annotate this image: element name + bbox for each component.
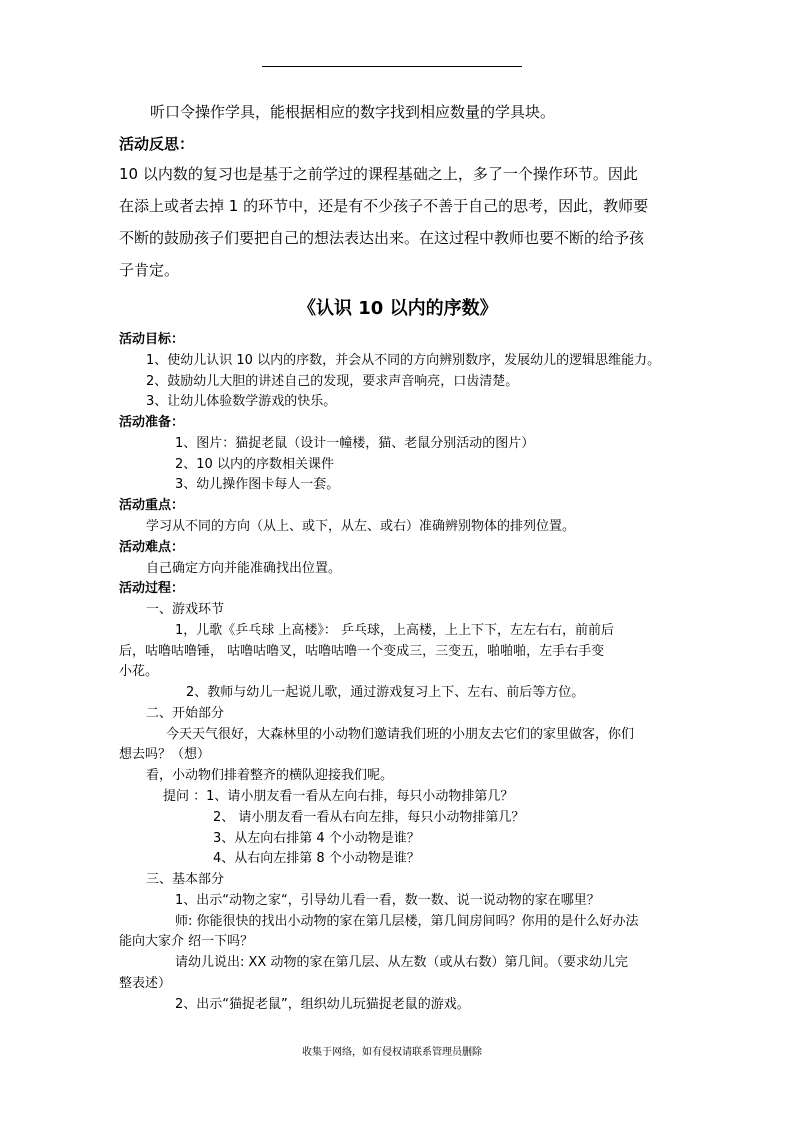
reflection-line-3: 不断的鼓励孩子们要把自己的想法表达出来。在这过程中教师也要不断的给予孩 <box>119 229 645 247</box>
teacher-line-2: 能向大家介 绍一下吗？ <box>119 934 254 949</box>
goals-heading: 活动目标： <box>119 332 185 347</box>
teacher-line-1: 师: 你能很快的找出小动物的家在第几层楼，第几间房间吗？你用的是什么好办法 <box>175 914 639 929</box>
start-line-1: 今天天气很好，大森林里的小动物们邀请我们班的小朋友去它们的家里做客，你们 <box>166 727 635 742</box>
question-2: 2、 请小朋友看一看从右向左排，每只小动物排第几？ <box>213 810 525 825</box>
section-3-heading: 三、基本部分 <box>146 872 225 887</box>
difficulty-heading: 活动难点： <box>119 540 185 555</box>
footer-note: 收集于网络，如有侵权请联系管理员删除 <box>302 1047 482 1058</box>
difficulty-text: 自己确定方向并能准确找出位置。 <box>146 561 342 576</box>
question-4: 4、从右向左排第 8 个小动物是谁？ <box>213 851 420 866</box>
basic-1: 1、出示“动物之家“，引导幼儿看一看，数一数、说一说动物的家在哪里？ <box>175 893 600 908</box>
goal-3: 3、让幼儿体验数学游戏的快乐。 <box>146 394 337 409</box>
process-heading: 活动过程： <box>119 581 185 596</box>
child-line-2: 整表述） <box>119 976 172 991</box>
song-review: 2、教师与幼儿一起说儿歌，通过游戏复习上下、左右、前后等方位。 <box>186 685 585 700</box>
song-line-3: 小花。 <box>119 664 159 679</box>
prep-heading: 活动准备： <box>119 415 185 430</box>
start-line-2: 想去吗？（想） <box>119 747 211 762</box>
question-3: 3、从左向右排第 4 个小动物是谁？ <box>213 831 420 846</box>
look-line: 看，小动物们排着整齐的横队迎接我们呢。 <box>146 768 394 783</box>
prep-3: 3、幼儿操作图卡每人一套。 <box>175 477 340 492</box>
basic-2: 2、出示“猫捉老鼠”，组织幼儿玩猫捉老鼠的游戏。 <box>175 997 470 1012</box>
prep-1: 1、图片：猫捉老鼠（设计一幢楼，猫、老鼠分别活动的图片） <box>175 436 535 451</box>
prep-2: 2、10 以内的序数相关课件 <box>175 457 334 472</box>
section-2-heading: 二、开始部分 <box>146 706 225 721</box>
question-1: 提问 ：1、请小朋友看一看从左向右排，每只小动物排第几？ <box>163 789 514 804</box>
reflection-line-1: 10 以内数的复习也是基于之前学过的课程基础之上，多了一个操作环节。因此 <box>119 165 638 183</box>
goal-1: 1、使幼儿认识 10 以内的序数，并会从不同的方向辨别数序，发展幼儿的逻辑思维能力。 <box>146 353 661 368</box>
child-line-1: 请幼儿说出: XX 动物的家在第几层、从左数（或从右数）第几间。（要求幼儿完 <box>175 955 628 970</box>
lesson-title: 《认识 10 以内的序数》 <box>298 298 498 319</box>
song-line-2: 后，咕噜咕噜锤， 咕噜咕噜叉，咕噜咕噜一个变成三，三变五，啪啪啪，左手右手变 <box>119 644 605 659</box>
song-line-1: 1，儿歌《乒乓球 上高楼》： 乒乓球，上高楼，上上下下，左左右右，前前后 <box>175 623 615 638</box>
section-1-heading: 一、游戏环节 <box>146 602 225 617</box>
header-rule <box>262 66 522 67</box>
reflection-line-2: 在添上或者去掉 1 的环节中，还是有不少孩子不善于自己的思考，因此，教师要 <box>119 197 649 215</box>
key-text: 学习从不同的方向（从上、或下，从左、或右）准确辨别物体的排列位置。 <box>146 519 576 534</box>
goal-2: 2、鼓励幼儿大胆的讲述自己的发现，要求声音响亮，口齿清楚。 <box>146 374 519 389</box>
key-heading: 活动重点： <box>119 498 185 513</box>
reflection-heading: 活动反思： <box>119 135 195 153</box>
intro-line: 听口令操作学具，能根据相应的数字找到相应数量的学具块。 <box>150 103 556 121</box>
reflection-line-4: 子肯定。 <box>119 261 180 279</box>
